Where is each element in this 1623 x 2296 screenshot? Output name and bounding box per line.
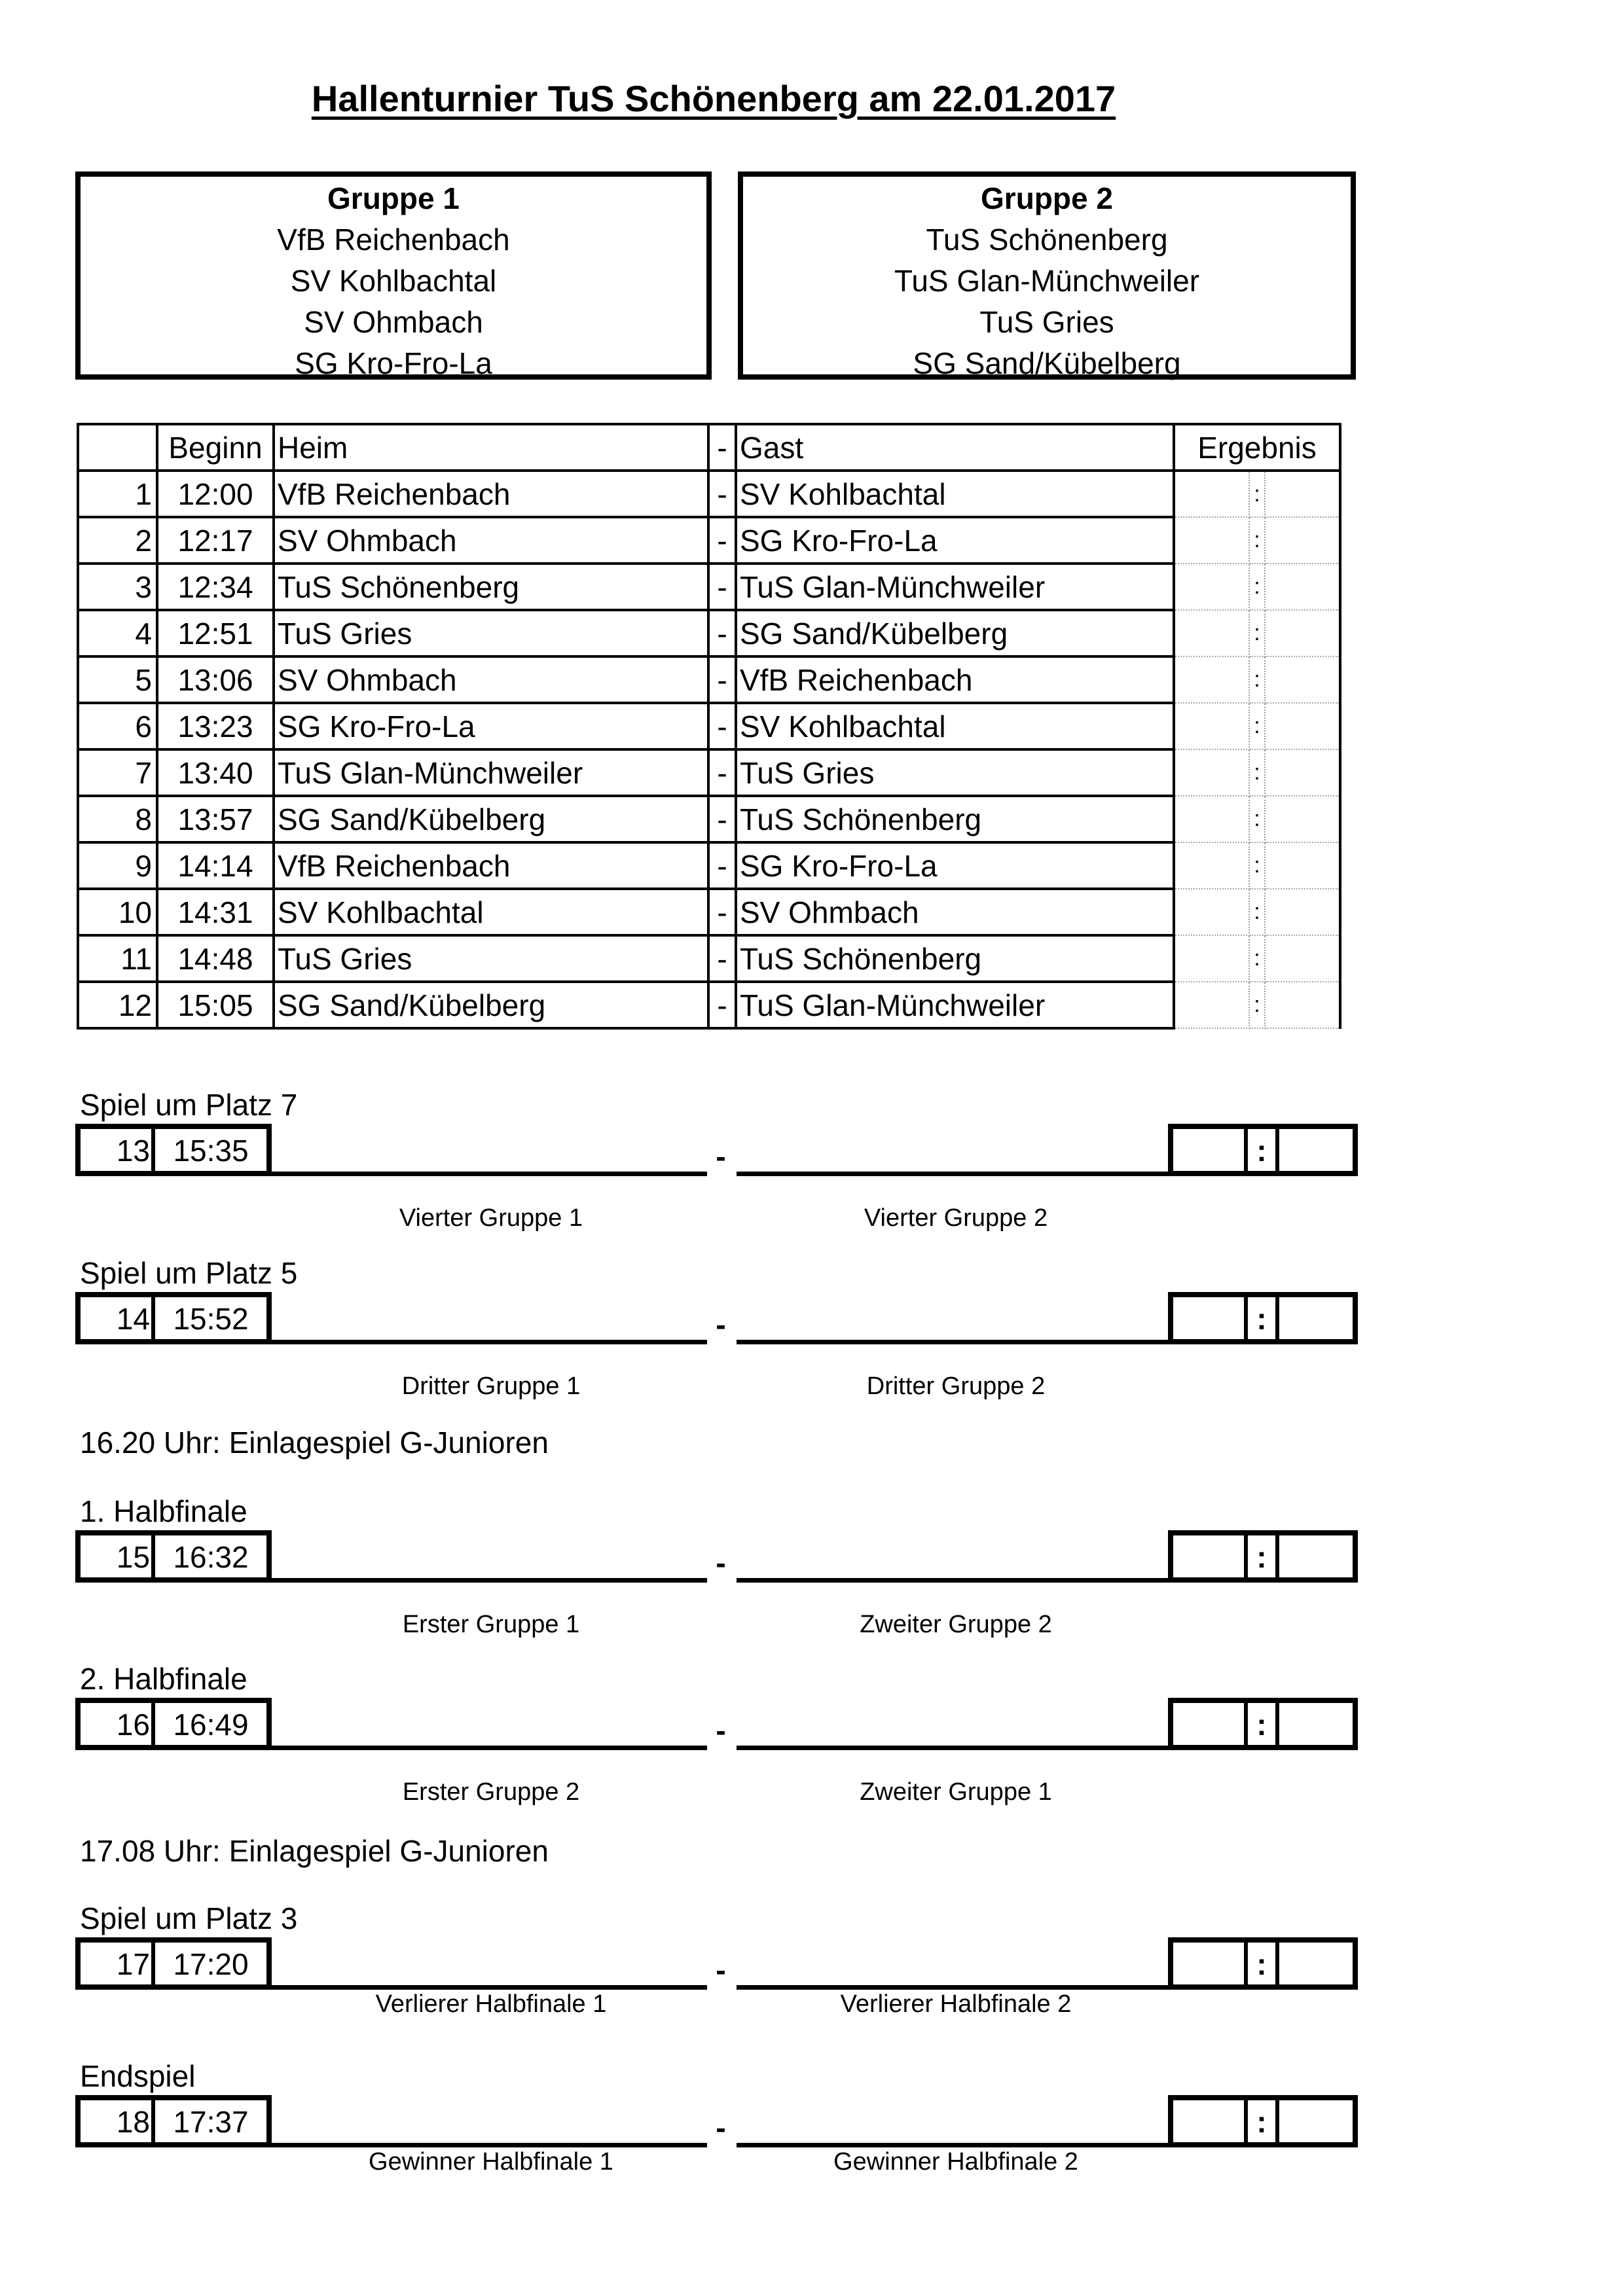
home-team: VfB Reichenbach <box>274 471 708 517</box>
score-away-field[interactable] <box>1265 564 1340 610</box>
home-team: SG Kro-Fro-La <box>274 703 708 749</box>
versus-dash: - <box>708 889 736 935</box>
home-team: SG Sand/Kübelberg <box>274 982 708 1028</box>
match-number: 2 <box>78 517 157 564</box>
versus-dash: - <box>716 1139 726 1174</box>
home-team: TuS Gries <box>274 935 708 982</box>
score-colon: : <box>1249 610 1265 656</box>
score-home-field[interactable] <box>1174 564 1249 610</box>
away-team: TuS Glan-Münchweiler <box>736 564 1174 610</box>
score-colon: : <box>1249 889 1265 935</box>
away-team: TuS Gries <box>736 749 1174 796</box>
result-box[interactable] <box>1168 1937 1358 1990</box>
away-team-line[interactable] <box>737 1340 1172 1344</box>
group-team: TuS Gries <box>979 305 1114 339</box>
versus-dash: - <box>716 1546 726 1580</box>
match-time: 12:00 <box>157 471 274 517</box>
match-time: 15:05 <box>157 982 274 1028</box>
score-colon: : <box>1244 2100 1279 2142</box>
home-team: TuS Gries <box>274 610 708 656</box>
away-team: TuS Schönenberg <box>736 935 1174 982</box>
table-row <box>78 517 1340 564</box>
score-colon: : <box>1244 1297 1279 1339</box>
home-team-line[interactable] <box>272 1172 707 1176</box>
match-time: 14:14 <box>157 842 274 889</box>
score-colon: : <box>1249 517 1265 564</box>
versus-dash: - <box>708 517 736 564</box>
versus-dash: - <box>708 656 736 703</box>
table-row <box>78 703 1340 749</box>
score-home-field[interactable] <box>1174 471 1249 517</box>
versus-dash: - <box>708 564 736 610</box>
match-time: 16:49 <box>173 1708 249 1742</box>
match-number: 12 <box>78 982 157 1028</box>
game-label: Endspiel <box>80 2059 196 2093</box>
score-home-field[interactable] <box>1174 935 1249 982</box>
note-exhibition-1: 16.20 Uhr: Einlagespiel G-Junioren <box>80 1426 549 1460</box>
game-label: 1. Halbfinale <box>80 1494 247 1528</box>
table-row <box>78 982 1340 1028</box>
away-team-line[interactable] <box>737 1578 1172 1583</box>
score-away-field[interactable] <box>1265 842 1340 889</box>
away-team-hint: Verlierer Halbfinale 2 <box>840 1990 1072 2018</box>
match-time: 12:51 <box>157 610 274 656</box>
score-home-field[interactable] <box>1174 889 1249 935</box>
game-label: 2. Halbfinale <box>80 1662 247 1696</box>
home-team-hint: Gewinner Halbfinale 1 <box>369 2148 613 2176</box>
match-time: 13:40 <box>157 749 274 796</box>
table-row <box>78 935 1340 982</box>
versus-dash: - <box>716 2111 726 2145</box>
match-time: 14:31 <box>157 889 274 935</box>
away-team: TuS Schönenberg <box>736 796 1174 842</box>
score-away-field[interactable] <box>1265 796 1340 842</box>
game-number-box <box>75 1530 272 1583</box>
match-time: 13:06 <box>157 656 274 703</box>
match-number: 9 <box>78 842 157 889</box>
away-team: SV Kohlbachtal <box>736 471 1174 517</box>
score-away-field[interactable] <box>1265 889 1340 935</box>
versus-dash: - <box>716 1308 726 1342</box>
game-label: Spiel um Platz 5 <box>80 1256 298 1290</box>
schedule-table <box>77 423 1341 1030</box>
group-title: Gruppe 1 <box>327 181 460 215</box>
home-team-hint: Verlierer Halbfinale 1 <box>375 1990 607 2018</box>
match-number: 7 <box>78 749 157 796</box>
score-home-field[interactable] <box>1174 796 1249 842</box>
score-colon: : <box>1249 703 1265 749</box>
versus-dash: - <box>716 1713 726 1748</box>
group-1-box <box>75 171 712 380</box>
versus-dash: - <box>708 935 736 982</box>
score-colon: : <box>1249 749 1265 796</box>
header-begin: Beginn <box>157 424 274 471</box>
versus-dash: - <box>708 842 736 889</box>
game-number-box <box>75 1292 272 1344</box>
score-colon: : <box>1249 935 1265 982</box>
home-team: VfB Reichenbach <box>274 842 708 889</box>
home-team-line[interactable] <box>272 1578 707 1583</box>
table-header-row <box>78 424 1340 471</box>
score-away-field[interactable] <box>1265 471 1340 517</box>
match-number: 1 <box>78 471 157 517</box>
group-title: Gruppe 2 <box>981 181 1113 215</box>
away-team: SV Ohmbach <box>736 889 1174 935</box>
match-number: 5 <box>78 656 157 703</box>
versus-dash: - <box>708 796 736 842</box>
game-label: Spiel um Platz 3 <box>80 1901 298 1935</box>
score-colon: : <box>1249 842 1265 889</box>
home-team: SV Ohmbach <box>274 656 708 703</box>
match-time: 13:57 <box>157 796 274 842</box>
header-home: Heim <box>274 424 708 471</box>
away-team-line[interactable] <box>737 2143 1172 2147</box>
score-colon: : <box>1249 564 1265 610</box>
score-away-field[interactable] <box>1265 749 1340 796</box>
match-time: 15:52 <box>173 1302 249 1336</box>
away-team-hint: Gewinner Halbfinale 2 <box>833 2148 1078 2176</box>
game-number-box <box>75 1937 272 1990</box>
game-number-box <box>75 2095 272 2147</box>
home-team: SV Ohmbach <box>274 517 708 564</box>
versus-dash: - <box>708 610 736 656</box>
match-number: 11 <box>78 935 157 982</box>
away-team: SG Kro-Fro-La <box>736 517 1174 564</box>
versus-dash: - <box>708 471 736 517</box>
score-home-field[interactable] <box>1174 982 1249 1028</box>
home-team-line[interactable] <box>272 1746 707 1750</box>
group-team: SG Sand/Kübelberg <box>913 346 1181 380</box>
score-colon: : <box>1249 796 1265 842</box>
score-away-field[interactable] <box>1265 517 1340 564</box>
away-team-line[interactable] <box>737 1172 1172 1176</box>
score-away-field[interactable] <box>1265 703 1340 749</box>
score-away-field[interactable] <box>1265 935 1340 982</box>
match-number: 16 <box>81 1703 155 1745</box>
match-number: 18 <box>81 2100 155 2142</box>
score-colon: : <box>1244 1129 1279 1171</box>
home-team-hint: Erster Gruppe 2 <box>402 1778 580 1806</box>
home-team-line[interactable] <box>272 1340 707 1344</box>
result-box[interactable] <box>1168 1698 1358 1750</box>
table-row <box>78 564 1340 610</box>
score-away-field[interactable] <box>1265 982 1340 1028</box>
group-team: SV Kohlbachtal <box>290 264 497 298</box>
home-team-line[interactable] <box>272 2143 707 2147</box>
table-row <box>78 749 1340 796</box>
table-row <box>78 471 1340 517</box>
match-time: 14:48 <box>157 935 274 982</box>
home-team-line[interactable] <box>272 1985 707 1990</box>
game-label: Spiel um Platz 7 <box>80 1088 298 1122</box>
header-dash: - <box>708 424 736 471</box>
match-number: 10 <box>78 889 157 935</box>
versus-dash: - <box>716 1953 726 1987</box>
away-team: SV Kohlbachtal <box>736 703 1174 749</box>
score-home-field[interactable] <box>1174 656 1249 703</box>
score-colon: : <box>1249 982 1265 1028</box>
header-result: Ergebnis <box>1174 424 1340 471</box>
page-title: Hallenturnier TuS Schönenberg am 22.01.2017 <box>311 78 1116 119</box>
home-team-hint: Vierter Gruppe 1 <box>399 1204 583 1232</box>
note-exhibition-2: 17.08 Uhr: Einlagespiel G-Junioren <box>80 1834 549 1868</box>
game-number-box <box>75 1698 272 1750</box>
result-box[interactable] <box>1168 2095 1358 2147</box>
table-row <box>78 842 1340 889</box>
score-colon: : <box>1244 1703 1279 1745</box>
group-team: TuS Glan-Münchweiler <box>894 264 1200 298</box>
score-colon: : <box>1249 471 1265 517</box>
result-box[interactable] <box>1168 1530 1358 1583</box>
away-team: SG Sand/Kübelberg <box>736 610 1174 656</box>
match-time: 17:37 <box>173 2105 249 2139</box>
away-team-hint: Zweiter Gruppe 2 <box>860 1611 1052 1638</box>
score-home-field[interactable] <box>1174 703 1249 749</box>
score-home-field[interactable] <box>1174 610 1249 656</box>
home-team: SV Kohlbachtal <box>274 889 708 935</box>
versus-dash: - <box>708 982 736 1028</box>
game-number-box <box>75 1124 272 1176</box>
group-team: SG Kro-Fro-La <box>295 346 492 380</box>
away-team: TuS Glan-Münchweiler <box>736 982 1174 1028</box>
table-row <box>78 796 1340 842</box>
result-box[interactable] <box>1168 1292 1358 1344</box>
score-colon: : <box>1249 656 1265 703</box>
match-time: 16:32 <box>173 1540 249 1574</box>
home-team-hint: Erster Gruppe 1 <box>402 1611 580 1638</box>
table-row <box>78 656 1340 703</box>
score-home-field[interactable] <box>1174 842 1249 889</box>
match-time: 15:35 <box>173 1134 249 1168</box>
home-team: TuS Glan-Münchweiler <box>274 749 708 796</box>
score-home-field[interactable] <box>1174 749 1249 796</box>
match-number: 13 <box>81 1129 155 1171</box>
group-team: VfB Reichenbach <box>277 223 510 257</box>
away-team-hint: Zweiter Gruppe 1 <box>860 1778 1052 1806</box>
group-team: SV Ohmbach <box>304 305 483 339</box>
versus-dash: - <box>708 703 736 749</box>
match-time: 17:20 <box>173 1947 249 1981</box>
match-number: 14 <box>81 1297 155 1339</box>
match-number: 3 <box>78 564 157 610</box>
header-nr <box>78 424 157 471</box>
home-team: SG Sand/Kübelberg <box>274 796 708 842</box>
away-team: VfB Reichenbach <box>736 656 1174 703</box>
group-2-box <box>738 171 1356 380</box>
match-time: 12:34 <box>157 564 274 610</box>
score-home-field[interactable] <box>1174 517 1249 564</box>
home-team-hint: Dritter Gruppe 1 <box>401 1372 581 1400</box>
home-team: TuS Schönenberg <box>274 564 708 610</box>
match-number: 4 <box>78 610 157 656</box>
score-colon: : <box>1244 1535 1279 1577</box>
score-away-field[interactable] <box>1265 656 1340 703</box>
match-number: 8 <box>78 796 157 842</box>
match-time: 12:17 <box>157 517 274 564</box>
away-team-line[interactable] <box>737 1985 1172 1990</box>
away-team-hint: Dritter Gruppe 2 <box>866 1372 1046 1400</box>
result-box[interactable] <box>1168 1124 1358 1176</box>
score-colon: : <box>1244 1943 1279 1984</box>
score-away-field[interactable] <box>1265 610 1340 656</box>
match-number: 6 <box>78 703 157 749</box>
match-number: 17 <box>81 1943 155 1984</box>
away-team-hint: Vierter Gruppe 2 <box>864 1204 1048 1232</box>
away-team: SG Kro-Fro-La <box>736 842 1174 889</box>
group-team: TuS Schönenberg <box>926 223 1168 257</box>
table-row <box>78 889 1340 935</box>
match-time: 13:23 <box>157 703 274 749</box>
table-row <box>78 610 1340 656</box>
header-away: Gast <box>736 424 1174 471</box>
match-number: 15 <box>81 1535 155 1577</box>
away-team-line[interactable] <box>737 1746 1172 1750</box>
versus-dash: - <box>708 749 736 796</box>
